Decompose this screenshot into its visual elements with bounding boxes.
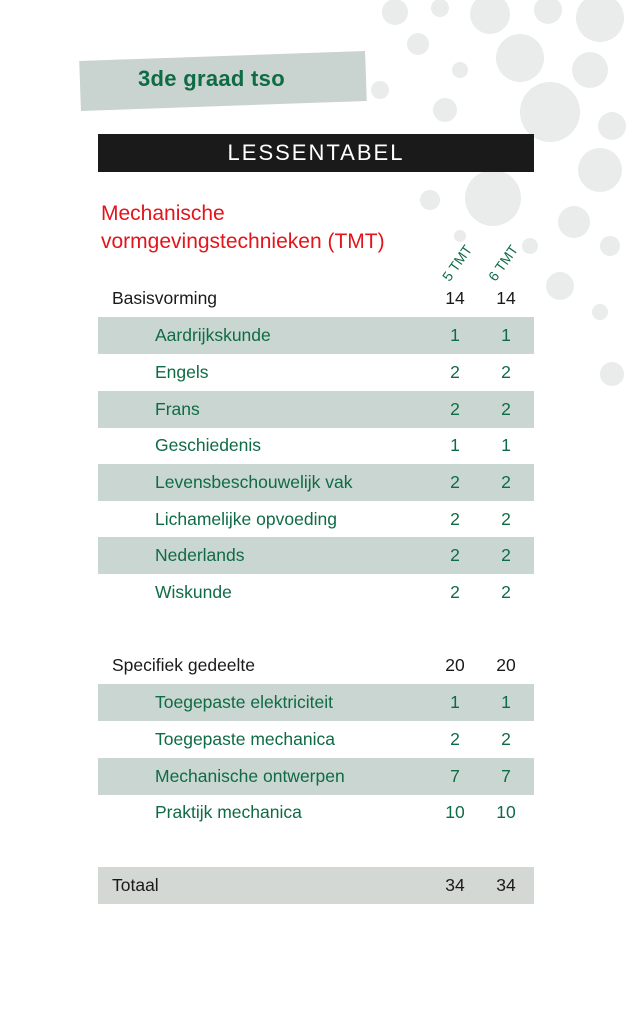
row-value-5tmt: 2 <box>450 399 460 419</box>
table-row <box>98 354 534 391</box>
row-value-5tmt: 1 <box>450 325 460 345</box>
row-label: Lichamelijke opvoeding <box>155 509 337 529</box>
row-value-5tmt: 2 <box>450 509 460 529</box>
row-label: Geschiedenis <box>155 435 262 455</box>
row-value-5tmt: 2 <box>450 472 460 492</box>
table-row <box>98 317 534 354</box>
row-value-5tmt: 2 <box>450 729 460 749</box>
table-row <box>98 464 534 501</box>
row-value-5tmt: 34 <box>445 875 465 895</box>
row-label: Mechanische ontwerpen <box>155 766 345 786</box>
row-label: Totaal <box>112 875 159 895</box>
row-value-6tmt: 7 <box>501 766 511 786</box>
row-value-6tmt: 2 <box>501 509 511 529</box>
table-row <box>98 427 534 464</box>
row-value-6tmt: 2 <box>501 472 511 492</box>
row-value-6tmt: 1 <box>501 435 511 455</box>
row-value-5tmt: 2 <box>450 362 460 382</box>
row-value-5tmt: 1 <box>450 692 460 712</box>
row-label: Toegepaste elektriciteit <box>155 692 334 712</box>
row-value-6tmt: 10 <box>496 802 516 822</box>
table-row <box>98 574 534 611</box>
row-value-5tmt: 10 <box>445 802 465 822</box>
row-value-5tmt: 1 <box>450 435 460 455</box>
table-row-basisvorming <box>98 280 534 317</box>
row-label: Frans <box>155 399 200 419</box>
row-label: Basisvorming <box>112 288 218 308</box>
course-title-line2: vormgevingstechnieken (TMT) <box>101 230 385 253</box>
row-value-6tmt: 2 <box>501 362 511 382</box>
row-value-6tmt: 2 <box>501 545 511 565</box>
course-title <box>101 200 441 256</box>
row-label: Aardrijkskunde <box>155 325 271 345</box>
table-row <box>98 684 534 721</box>
row-value-6tmt: 2 <box>501 729 511 749</box>
table-row <box>98 794 534 831</box>
row-label: Nederlands <box>155 545 245 565</box>
row-value-5tmt: 2 <box>450 545 460 565</box>
row-value-6tmt: 1 <box>501 325 511 345</box>
row-value-6tmt: 34 <box>496 875 516 895</box>
row-value-6tmt: 2 <box>501 582 511 602</box>
row-label: Wiskunde <box>155 582 232 602</box>
table-row <box>98 537 534 574</box>
row-value-5tmt: 20 <box>445 655 465 675</box>
table-row-specifiek-gedeelte <box>98 647 534 684</box>
course-title-line1: Mechanische <box>101 202 225 225</box>
page-title: LESSENTABEL <box>98 134 534 172</box>
row-label: Praktijk mechanica <box>155 802 302 822</box>
row-value-6tmt: 14 <box>496 288 516 308</box>
row-label: Specifiek gedeelte <box>112 655 256 675</box>
row-label: Levensbeschouwelijk vak <box>155 472 353 492</box>
table-row <box>98 721 534 758</box>
row-label: Toegepaste mechanica <box>155 729 335 749</box>
row-value-6tmt: 2 <box>501 399 511 419</box>
grade-label: 3de graad tso <box>138 66 285 91</box>
table-row <box>98 391 534 428</box>
row-label: Engels <box>155 362 209 382</box>
column-header-6tmt: 6 TMT <box>484 241 522 284</box>
row-value-5tmt: 7 <box>450 766 460 786</box>
row-value-5tmt: 2 <box>450 582 460 602</box>
row-value-6tmt: 20 <box>496 655 516 675</box>
table-row <box>98 758 534 795</box>
row-value-5tmt: 14 <box>445 288 465 308</box>
row-value-6tmt: 1 <box>501 692 511 712</box>
column-header-5tmt: 5 TMT <box>438 241 476 284</box>
table-row-totaal <box>98 867 534 904</box>
table-row <box>98 501 534 538</box>
